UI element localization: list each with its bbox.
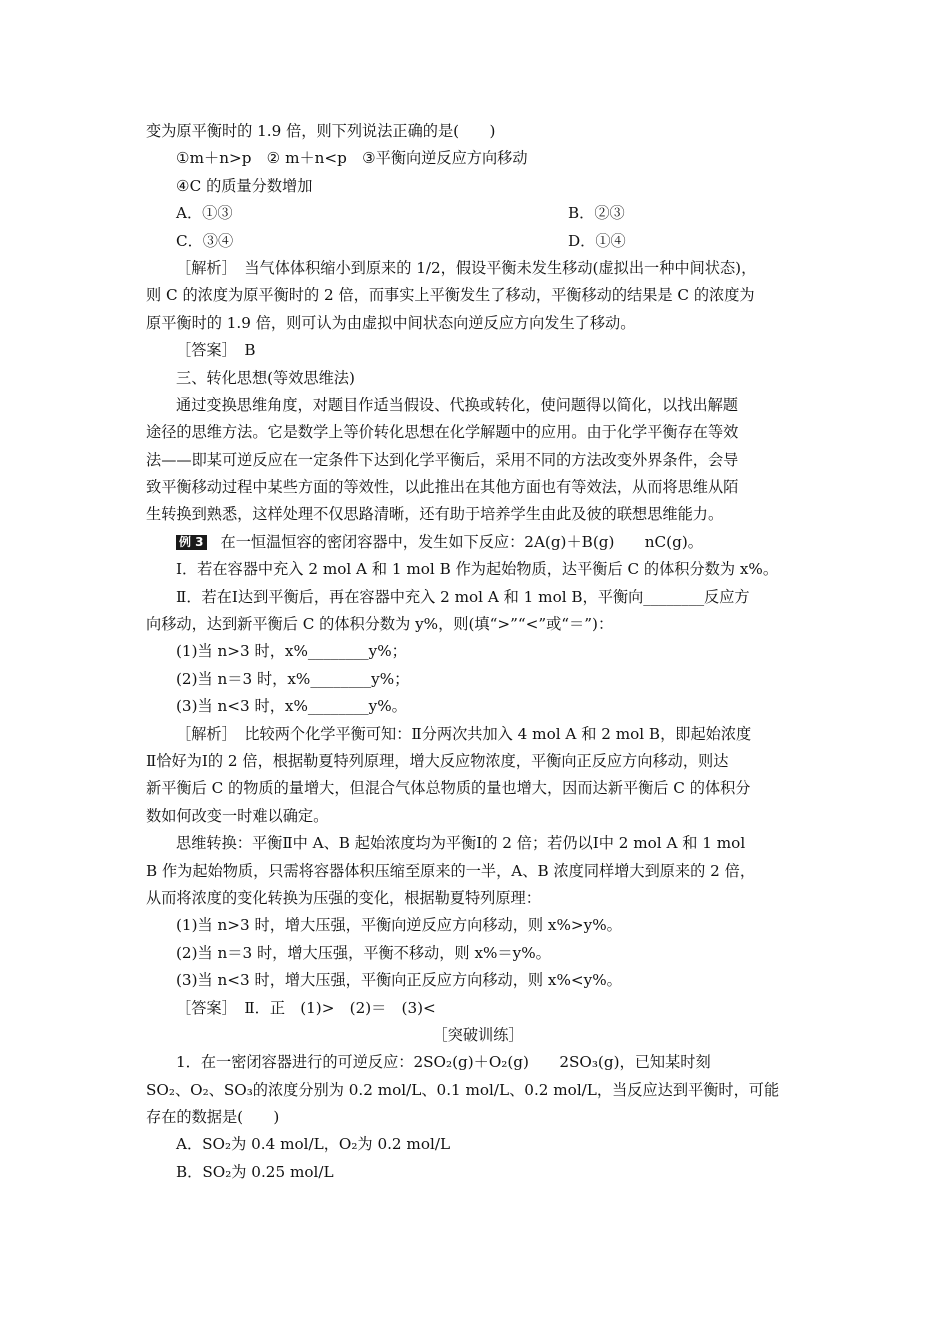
section-heading: 三、转化思想(等效思维法)	[176, 368, 355, 387]
options-line: ①m＋n>p ② m＋n<p ③平衡向逆反应方向移动	[176, 149, 528, 168]
question-line: (2)当 n＝3 时，x%________y%；	[176, 669, 410, 688]
choice-row	[146, 200, 810, 227]
choice-line: A．SO₂为 0.4 mol/L，O₂为 0.2 mol/L	[176, 1135, 451, 1154]
question-line: 1．在一密闭容器进行的可逆反应：2SO₂(g)＋O₂(g) 2SO₃(g)，已知某时刻	[176, 1053, 711, 1072]
analysis-line: 新平衡后 C 的物质的量增大，但混合气体总物质的量也增大，因而达新平衡后 C 的体积分	[146, 779, 751, 798]
question-line: SO₂、O₂、SO₃的浓度分别为 0.2 mol/L、0.1 mol/L、0.2 mol/L，当反应达到平衡时，可能	[146, 1080, 780, 1099]
analysis-line: ［解析］ 比较两个化学平衡可知：Ⅱ分两次共加入 4 mol A 和 2 mol B，即起始浓度	[176, 724, 752, 743]
question-line: (3)当 n<3 时，x%________y%。	[176, 697, 407, 716]
analysis-line: 数如何改变一时难以确定。	[146, 806, 329, 825]
options-line: ④C 的质量分数增加	[176, 176, 313, 195]
choice-c: C．③④	[176, 231, 234, 250]
choice-a: A．①③	[176, 204, 233, 223]
example-badge: 例 3	[176, 535, 207, 550]
question-line: Ⅰ．若在容器中充入 2 mol A 和 1 mol B 作为起始物质，达平衡后 C 的体积分数为 x%。	[176, 560, 779, 579]
paragraph-line: 致平衡移动过程中某些方面的等效性，以此推出在其他方面也有等效法，从而将思维从陌	[146, 478, 739, 497]
question-line: 向移动，达到新平衡后 C 的体积分数为 y%，则(填“>”“<”或“＝”)：	[146, 615, 614, 634]
paragraph-line: 法——即某可逆反应在一定条件下达到化学平衡后，采用不同的方法改变外界条件，会导	[146, 450, 739, 469]
question-line: (1)当 n>3 时，x%________y%；	[176, 642, 407, 661]
example-text: 在一恒温恒容的密闭容器中，发生如下反应：2A(g)＋B(g) nC(g)。	[220, 532, 703, 551]
analysis-line: (2)当 n＝3 时，增大压强，平衡不移动，则 x%＝y%。	[176, 943, 551, 962]
choice-row	[146, 228, 810, 255]
analysis-line: Ⅱ恰好为Ⅰ的 2 倍，根据勒夏特列原理，增大反应物浓度，平衡向正反应方向移动，则达	[146, 751, 729, 770]
paragraph-line: 途径的思维方法。它是数学上等价转化思想在化学解题中的应用。由于化学平衡存在等效	[146, 423, 739, 442]
choice-line: B．SO₂为 0.25 mol/L	[176, 1162, 334, 1181]
section-heading: ［突破训练］	[432, 1025, 524, 1044]
analysis-line: 原平衡时的 1.9 倍，则可认为由虚拟中间状态向逆反应方向发生了移动。	[146, 313, 636, 332]
analysis-line: ［解析］ 当气体体积缩小到原来的 1/2，假设平衡未发生移动(虚拟出一种中间状态)，	[176, 258, 757, 277]
analysis-line: 则 C 的浓度为原平衡时的 2 倍，而事实上平衡发生了移动，平衡移动的结果是 C 的浓度为	[146, 286, 755, 305]
choice-b: B．②③	[568, 204, 625, 223]
paragraph-line: 生转换到熟悉，这样处理不仅思路清晰，还有助于培养学生由此及彼的联想思维能力。	[146, 505, 724, 524]
analysis-line: 思维转换：平衡Ⅱ中 A、B 起始浓度均为平衡Ⅰ的 2 倍；若仍以Ⅰ中 2 mol A 和 1 mol	[176, 834, 746, 853]
paragraph-line: 通过变换思维角度，对题目作适当假设、代换或转化，使问题得以简化，以找出解题	[176, 395, 738, 414]
analysis-line: (1)当 n>3 时，增大压强，平衡向逆反应方向移动，则 x%>y%。	[176, 916, 622, 935]
analysis-line: 从而将浓度的变化转换为压强的变化，根据勒夏特列原理：	[146, 888, 541, 907]
question-line: 存在的数据是( )	[146, 1108, 280, 1127]
answer-line: ［答案］ Ⅱ．正 (1)> (2)＝ (3)<	[176, 998, 436, 1017]
choice-d: D．①④	[568, 231, 626, 250]
example-line	[146, 529, 810, 556]
document-page	[146, 118, 810, 1186]
analysis-line: B 作为起始物质，只需将容器体积压缩至原来的一半，A、B 浓度同样增大到原来的 2 倍，	[146, 861, 756, 880]
answer-line: ［答案］ B	[176, 341, 256, 360]
text-line: 变为原平衡时的 1.9 倍，则下列说法正确的是( )	[146, 122, 496, 140]
analysis-line: (3)当 n<3 时，增大压强，平衡向正反应方向移动，则 x%<y%。	[176, 971, 622, 990]
question-line: Ⅱ．若在Ⅰ达到平衡后，再在容器中充入 2 mol A 和 1 mol B，平衡向________反应方	[176, 587, 750, 606]
